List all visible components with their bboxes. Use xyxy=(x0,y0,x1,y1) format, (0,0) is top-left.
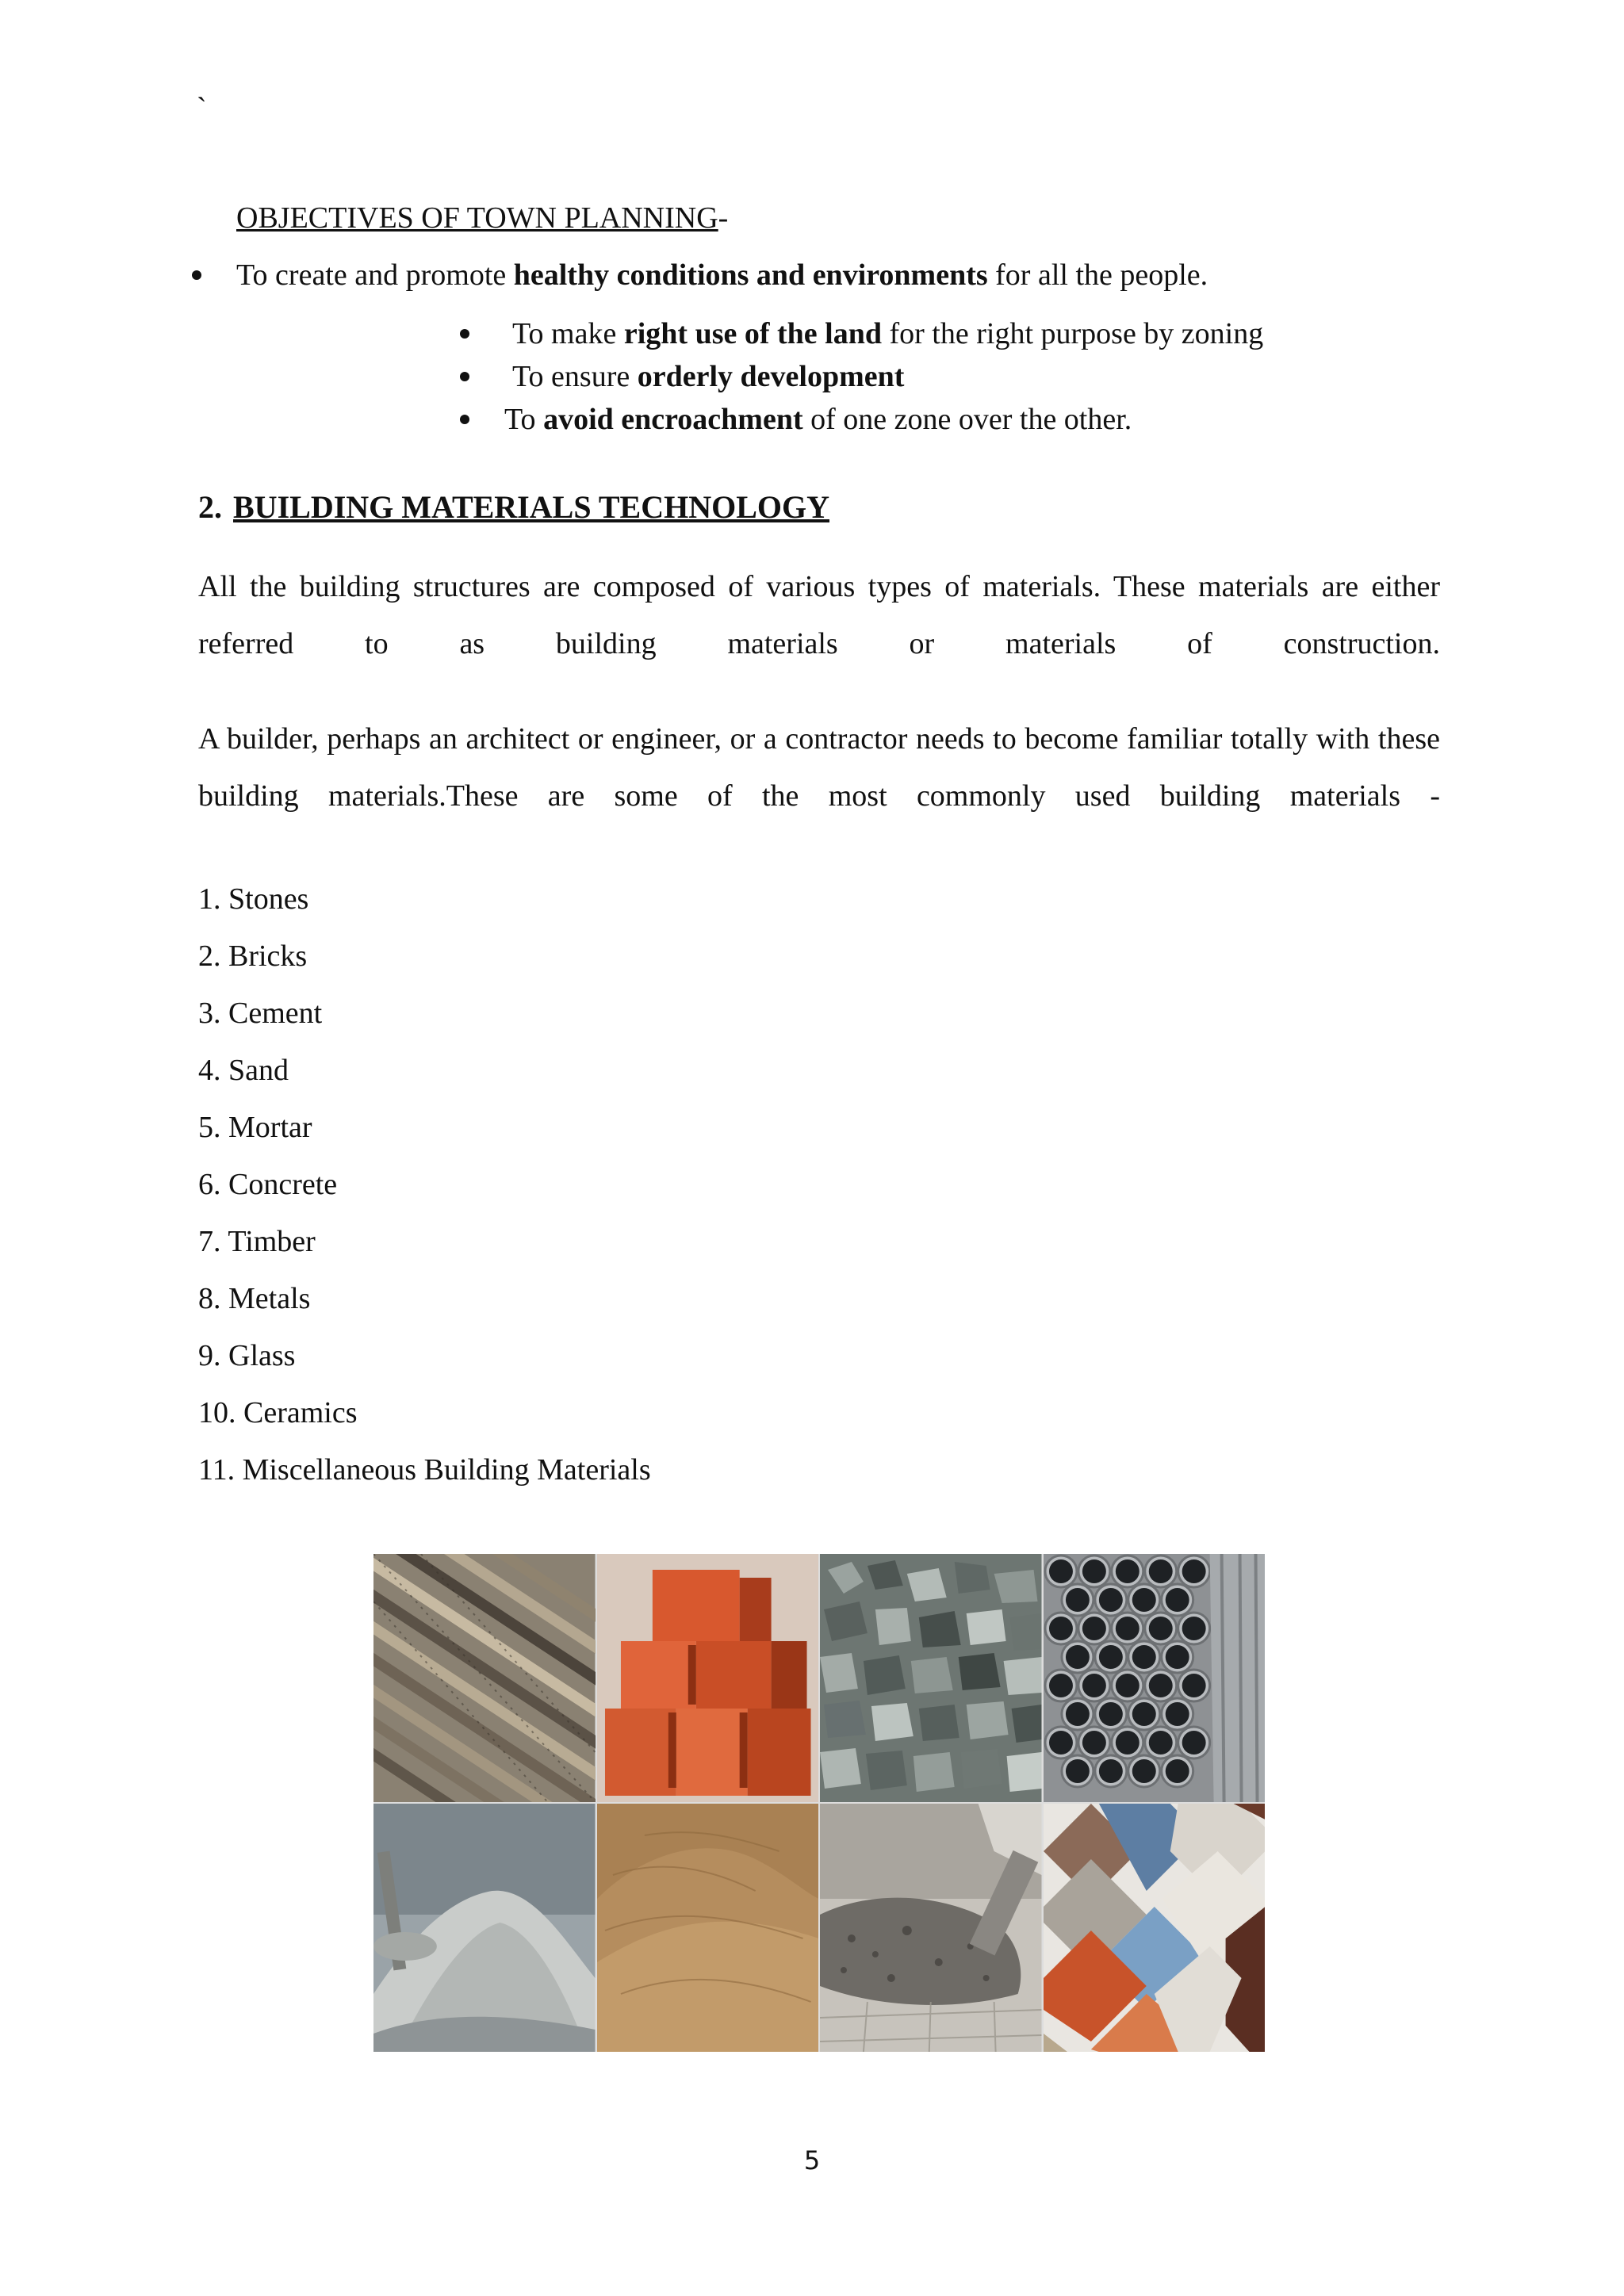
bullet-icon xyxy=(460,329,469,339)
list-item: 7. Timber xyxy=(198,1225,316,1258)
objectives-heading xyxy=(236,200,728,236)
section-number: 2. xyxy=(198,489,222,525)
objective-item xyxy=(504,401,1132,438)
list-item: 8. Metals xyxy=(198,1282,311,1315)
objective-item xyxy=(236,257,1208,293)
objective-emphasis: avoid encroachment xyxy=(543,403,803,436)
ceramic-tiles-image xyxy=(1044,1804,1266,2052)
sand-pile-image xyxy=(597,1804,819,2052)
list-item: 11. Miscellaneous Building Materials xyxy=(198,1453,651,1487)
builder-paragraph: A builder, perhaps an architect or engineer, or a contractor needs to become familiar totally with these building materials.These are some of the most commonly used building materials - xyxy=(198,722,1440,813)
materials-photo-collage xyxy=(373,1554,1265,2052)
steel-pipes-image xyxy=(1044,1554,1266,1802)
objective-emphasis: orderly development xyxy=(637,360,905,393)
list-item: 4. Sand xyxy=(198,1054,289,1087)
page-number: 5 xyxy=(803,2145,821,2175)
red-bricks-image xyxy=(597,1554,819,1802)
objective-emphasis: right use of the land xyxy=(623,317,882,350)
objective-text: To ensure xyxy=(512,360,638,393)
objective-item xyxy=(512,316,1263,352)
objective-text: for the right purpose by zoning xyxy=(882,317,1264,350)
list-item: 10. Ceramics xyxy=(198,1396,358,1429)
objective-text: To create and promote xyxy=(236,258,514,292)
objectives-heading-suffix: - xyxy=(718,201,729,235)
cement-powder-image xyxy=(373,1804,596,2052)
list-item: 9. Glass xyxy=(198,1339,296,1372)
list-item: 3. Cement xyxy=(198,997,323,1030)
section-heading xyxy=(198,488,829,526)
intro-paragraph: All the building structures are composed of various types of materials. These materials are either referred to as building materials or materials of construction. xyxy=(198,570,1440,660)
list-item: 1. Stones xyxy=(198,882,309,916)
objectives-heading-text: OBJECTIVES OF TOWN PLANNING xyxy=(236,201,718,235)
list-item: 5. Mortar xyxy=(198,1111,312,1144)
bullet-icon xyxy=(192,270,201,280)
objective-text: To xyxy=(504,403,544,436)
objective-item xyxy=(512,358,904,395)
objective-text: To make xyxy=(512,317,624,350)
section-title: BUILDING MATERIALS TECHNOLOGY xyxy=(233,489,829,525)
stray-mark: ` xyxy=(197,92,207,125)
materials-list xyxy=(198,871,651,1498)
objective-text: of one zone over the other. xyxy=(802,403,1132,436)
gravel-stones-image xyxy=(820,1554,1042,1802)
concrete-pour-image xyxy=(820,1804,1042,2052)
bullet-icon xyxy=(460,372,469,381)
objective-text: for all the people. xyxy=(987,258,1208,292)
list-item: 6. Concrete xyxy=(198,1168,338,1201)
objective-emphasis: healthy conditions and environments xyxy=(513,258,988,292)
bullet-icon xyxy=(460,415,469,424)
steel-rebar-image xyxy=(373,1554,596,1802)
list-item: 2. Bricks xyxy=(198,939,308,973)
